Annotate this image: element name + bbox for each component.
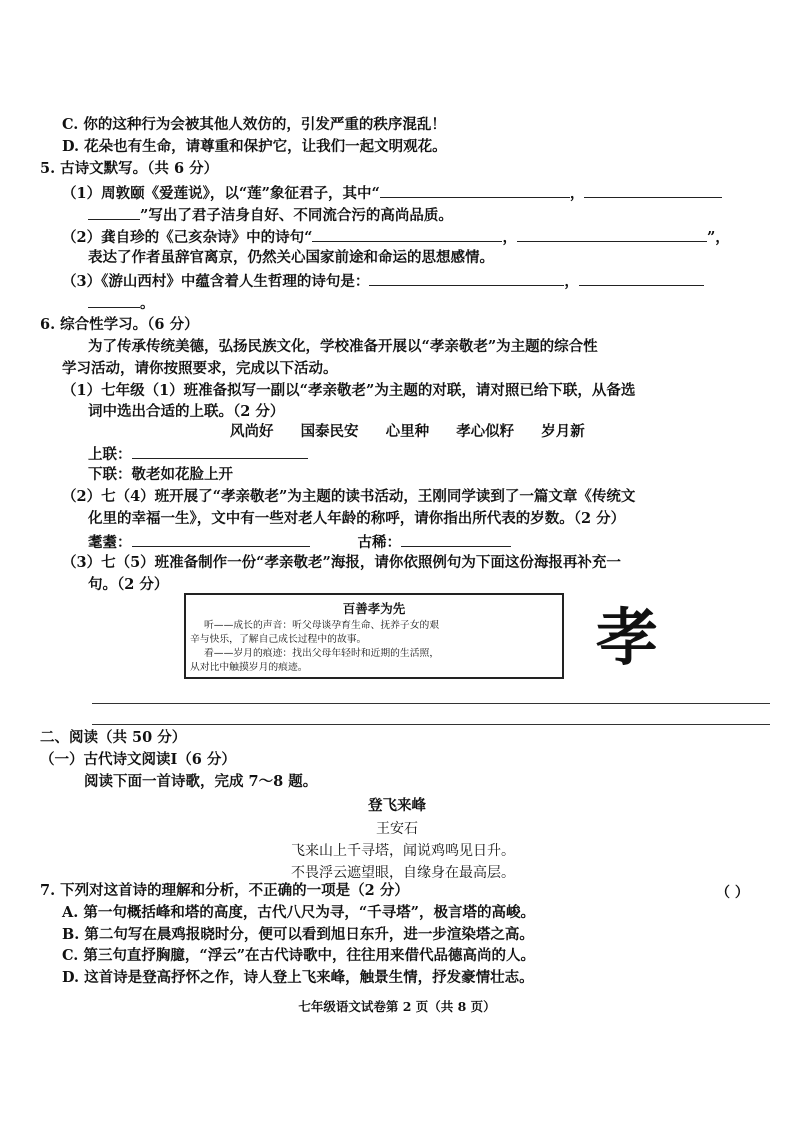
lower-couplet: 下联：敬老如花脸上开 — [88, 466, 233, 483]
page-footer: 七年级语文试卷第 2 页（共 8 页） — [298, 999, 496, 1014]
q5-item1-text: （1）周敦颐《爱莲说》，以“莲”象征君子，其中“ — [62, 185, 380, 202]
q5-item2-line2: 表达了作者虽辞官离京，仍然关心国家前途和命运的思想感情。 — [88, 249, 494, 266]
poster-title: 百善孝为先 — [342, 601, 406, 616]
q4-option-c: C. 你的这种行为会被其他人效仿的，引发严重的秩序混乱！ — [62, 116, 446, 133]
q6-intro2: 学习活动，请你按照要求，完成以下活动。 — [62, 360, 338, 377]
q5-item3-comma: ， — [564, 273, 579, 290]
q7-option-d: D. 这首诗是登高抒怀之作，诗人登上飞来峰，触景生情，抒发豪情壮志。 — [62, 969, 534, 986]
answer-blank[interactable] — [401, 532, 511, 547]
couplet-option: 岁月新 — [541, 423, 585, 440]
maodie-label: 耄耋： — [88, 534, 132, 551]
answer-blank[interactable] — [584, 183, 722, 198]
poster-line: 辛与快乐，了解自己成长过程中的故事。 — [190, 634, 367, 645]
q7-answer-paren[interactable]: （ ） — [716, 885, 749, 901]
q5-item2-comma: ， — [502, 229, 517, 246]
q5-item2-text: （2）龚自珍的《己亥杂诗》中的诗句“ — [62, 229, 313, 246]
q6-s3-line2: 句。（2 分） — [88, 576, 169, 593]
couplet-option: 国泰民安 — [300, 423, 359, 440]
couplet-option: 风尚好 — [230, 423, 274, 440]
q5-heading: 5. 古诗文默写。（共 6 分） — [40, 160, 219, 177]
q4-option-d: D. 花朵也有生命，请尊重和保护它，让我们一起文明观花。 — [62, 138, 447, 155]
answer-line[interactable] — [92, 703, 770, 704]
q6-s2-line2: 化里的幸福一生》，文中有一些对老人年龄的称呼，请你指出所代表的岁数。（2 分） — [88, 510, 626, 527]
answer-blank[interactable] — [132, 444, 308, 459]
q7-option-c: C. 第三句直抒胸臆，“浮云”在古代诗歌中，往往用来借代品德高尚的人。 — [62, 947, 536, 964]
answer-blank[interactable] — [517, 227, 707, 242]
q5-item3-line1 — [62, 271, 704, 291]
upper-couplet-line — [88, 444, 308, 464]
filial-piety-character: 孝 — [596, 601, 659, 674]
q5-item2-line1 — [62, 227, 730, 247]
answer-blank[interactable] — [132, 532, 310, 547]
guxi-label: 古稀： — [357, 534, 401, 551]
q5-item3-end: 。 — [140, 295, 155, 312]
q5-item1-comma: ， — [569, 185, 585, 202]
q5-item1-text2: ”写出了君子洁身自好、不同流合污的高尚品质。 — [140, 207, 453, 224]
q5-item3-line2 — [88, 293, 155, 313]
couplet-options — [230, 420, 607, 441]
age-terms-line — [88, 532, 511, 552]
poem-title: 登飞来峰 — [368, 797, 426, 814]
q5-item1-line2 — [88, 205, 453, 225]
q6-intro1: 为了传承传统美德，弘扬民族文化，学校准备开展以“孝亲敬老”为主题的综合性 — [88, 338, 598, 355]
answer-blank[interactable] — [380, 183, 570, 198]
q6-s3-line1: （3）七（5）班准备制作一份“孝亲敬老”海报，请你依照例句为下面这份海报再补充一 — [62, 554, 621, 571]
q5-item1-line1 — [62, 183, 722, 203]
reading-instruction: 阅读下面一首诗歌，完成 7～8 题。 — [84, 773, 318, 790]
poster-box — [184, 593, 564, 679]
poem-verse: 飞来山上千寻塔，闻说鸡鸣见日升。 — [291, 843, 515, 859]
q7-stem: 7. 下列对这首诗的理解和分析，不正确的一项是（2 分） — [40, 882, 409, 899]
answer-blank[interactable] — [579, 271, 704, 286]
q6-heading: 6. 综合性学习。（6 分） — [40, 316, 199, 333]
upper-couplet-label: 上联： — [88, 446, 132, 463]
poster-line: 从对比中触摸岁月的痕迹。 — [190, 662, 308, 673]
poem-author: 王安石 — [376, 821, 418, 837]
poem-verse: 不畏浮云遮望眼，自缘身在最高层。 — [291, 865, 515, 881]
couplet-option: 心里种 — [385, 423, 430, 440]
answer-blank[interactable] — [369, 271, 564, 286]
couplet-option: 孝心似籽 — [456, 423, 515, 440]
answer-line[interactable] — [92, 724, 770, 725]
reading-section-heading: 二、阅读（共 50 分） — [40, 729, 187, 746]
q6-s1-line2: 词中选出合适的上联。（2 分） — [88, 403, 285, 420]
q6-s2-line1: （2）七（4）班开展了“孝亲敬老”为主题的读书活动，王刚同学读到了一篇文章《传统文 — [62, 488, 636, 505]
q5-item2-end: ”， — [706, 229, 730, 246]
q6-s1-line1: （1）七年级（1）班准备拟写一副以“孝亲敬老”为主题的对联，请对照已给下联，从备选 — [62, 382, 636, 399]
reading-subsection-heading: （一）古代诗文阅读Ⅰ（6 分） — [40, 751, 236, 768]
q7-option-a: A. 第一句概括峰和塔的高度，古代八尺为寻，“千寻塔”，极言塔的高峻。 — [62, 904, 536, 921]
poster-line: 听——成长的声音：听父母谈孕育生命、抚养子女的艰 — [204, 620, 440, 631]
answer-blank[interactable] — [88, 293, 140, 308]
answer-blank[interactable] — [312, 227, 502, 242]
answer-blank[interactable] — [88, 205, 140, 220]
q5-item3-text: （3）《游山西村》中蕴含着人生哲理的诗句是： — [62, 273, 370, 290]
poster-line: 看——岁月的痕迹：找出父母年轻时和近期的生活照， — [204, 648, 440, 659]
q7-option-b: B. 第二句写在晨鸡报晓时分，便可以看到旭日东升，进一步渲染塔之高。 — [62, 926, 534, 943]
